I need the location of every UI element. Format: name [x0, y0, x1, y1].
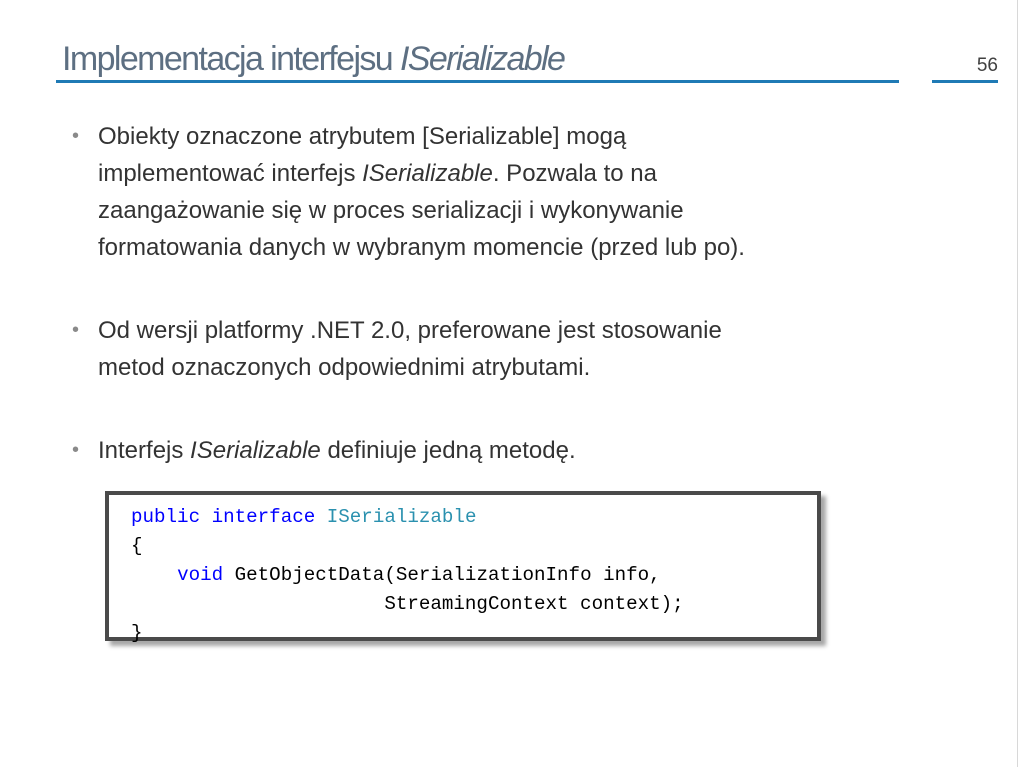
slide-edge-divider — [1017, 0, 1018, 767]
bullet-2-line-1: Od wersji platformy .NET 2.0, preferowane jest stosowanie — [98, 317, 722, 344]
bullet-1-line-2 — [98, 155, 972, 192]
bullet-1-line-3: zaangażowanie się w proces serializacji i wykonywanie — [98, 197, 684, 224]
bullet-1-line-1: Obiekty oznaczone atrybutem [Serializable] mogą — [98, 123, 627, 150]
bullet-2-line-2: metod oznaczonych odpowiednimi atrybutami. — [98, 354, 591, 381]
bullet-dot-icon: • — [72, 439, 80, 461]
code-type-name: ISerializable — [326, 506, 477, 528]
code-line-1 — [131, 503, 817, 532]
slide-number: 56 — [976, 55, 998, 76]
code-line-4: StreamingContext context); — [131, 593, 684, 615]
bullet-1-line-2-italic: ISerializable — [362, 160, 493, 187]
bullet-3-pre: Interfejs — [98, 437, 191, 464]
code-keyword-public: public — [131, 506, 201, 528]
bullet-item-3 — [72, 432, 972, 469]
bullet-1-line-2-pre: implementować interfejs — [98, 160, 363, 187]
code-indent — [131, 564, 177, 586]
code-line-3 — [131, 561, 817, 590]
code-keyword-void: void — [177, 564, 224, 586]
bullet-dot-icon: • — [72, 319, 80, 341]
code-line-5: } — [131, 622, 143, 644]
bullet-item-1 — [72, 118, 972, 266]
bullet-list — [72, 118, 972, 515]
code-keyword-interface: interface — [211, 506, 316, 528]
bullet-3-italic: ISerializable — [190, 437, 321, 464]
slide-title — [62, 40, 564, 79]
bullet-item-2 — [72, 312, 972, 386]
title-underline — [56, 80, 899, 83]
bullet-1-line-4: formatowania danych w wybranym momencie (przed lub po). — [98, 234, 745, 261]
bullet-3-line-1 — [98, 432, 972, 469]
code-line-2: { — [131, 535, 143, 557]
slide-number-underline — [932, 80, 998, 83]
slide-title-italic: ISerializable — [399, 40, 565, 78]
bullet-1-line-2-post: . Pozwala to na — [492, 160, 657, 187]
code-snippet-box — [105, 491, 821, 644]
code-signature-1: GetObjectData(SerializationInfo info, — [223, 564, 661, 586]
bullet-dot-icon: • — [72, 125, 80, 147]
slide-title-main: Implementacja interfejsu — [62, 40, 400, 78]
bullet-3-post: definiuje jedną metodę. — [320, 437, 576, 464]
